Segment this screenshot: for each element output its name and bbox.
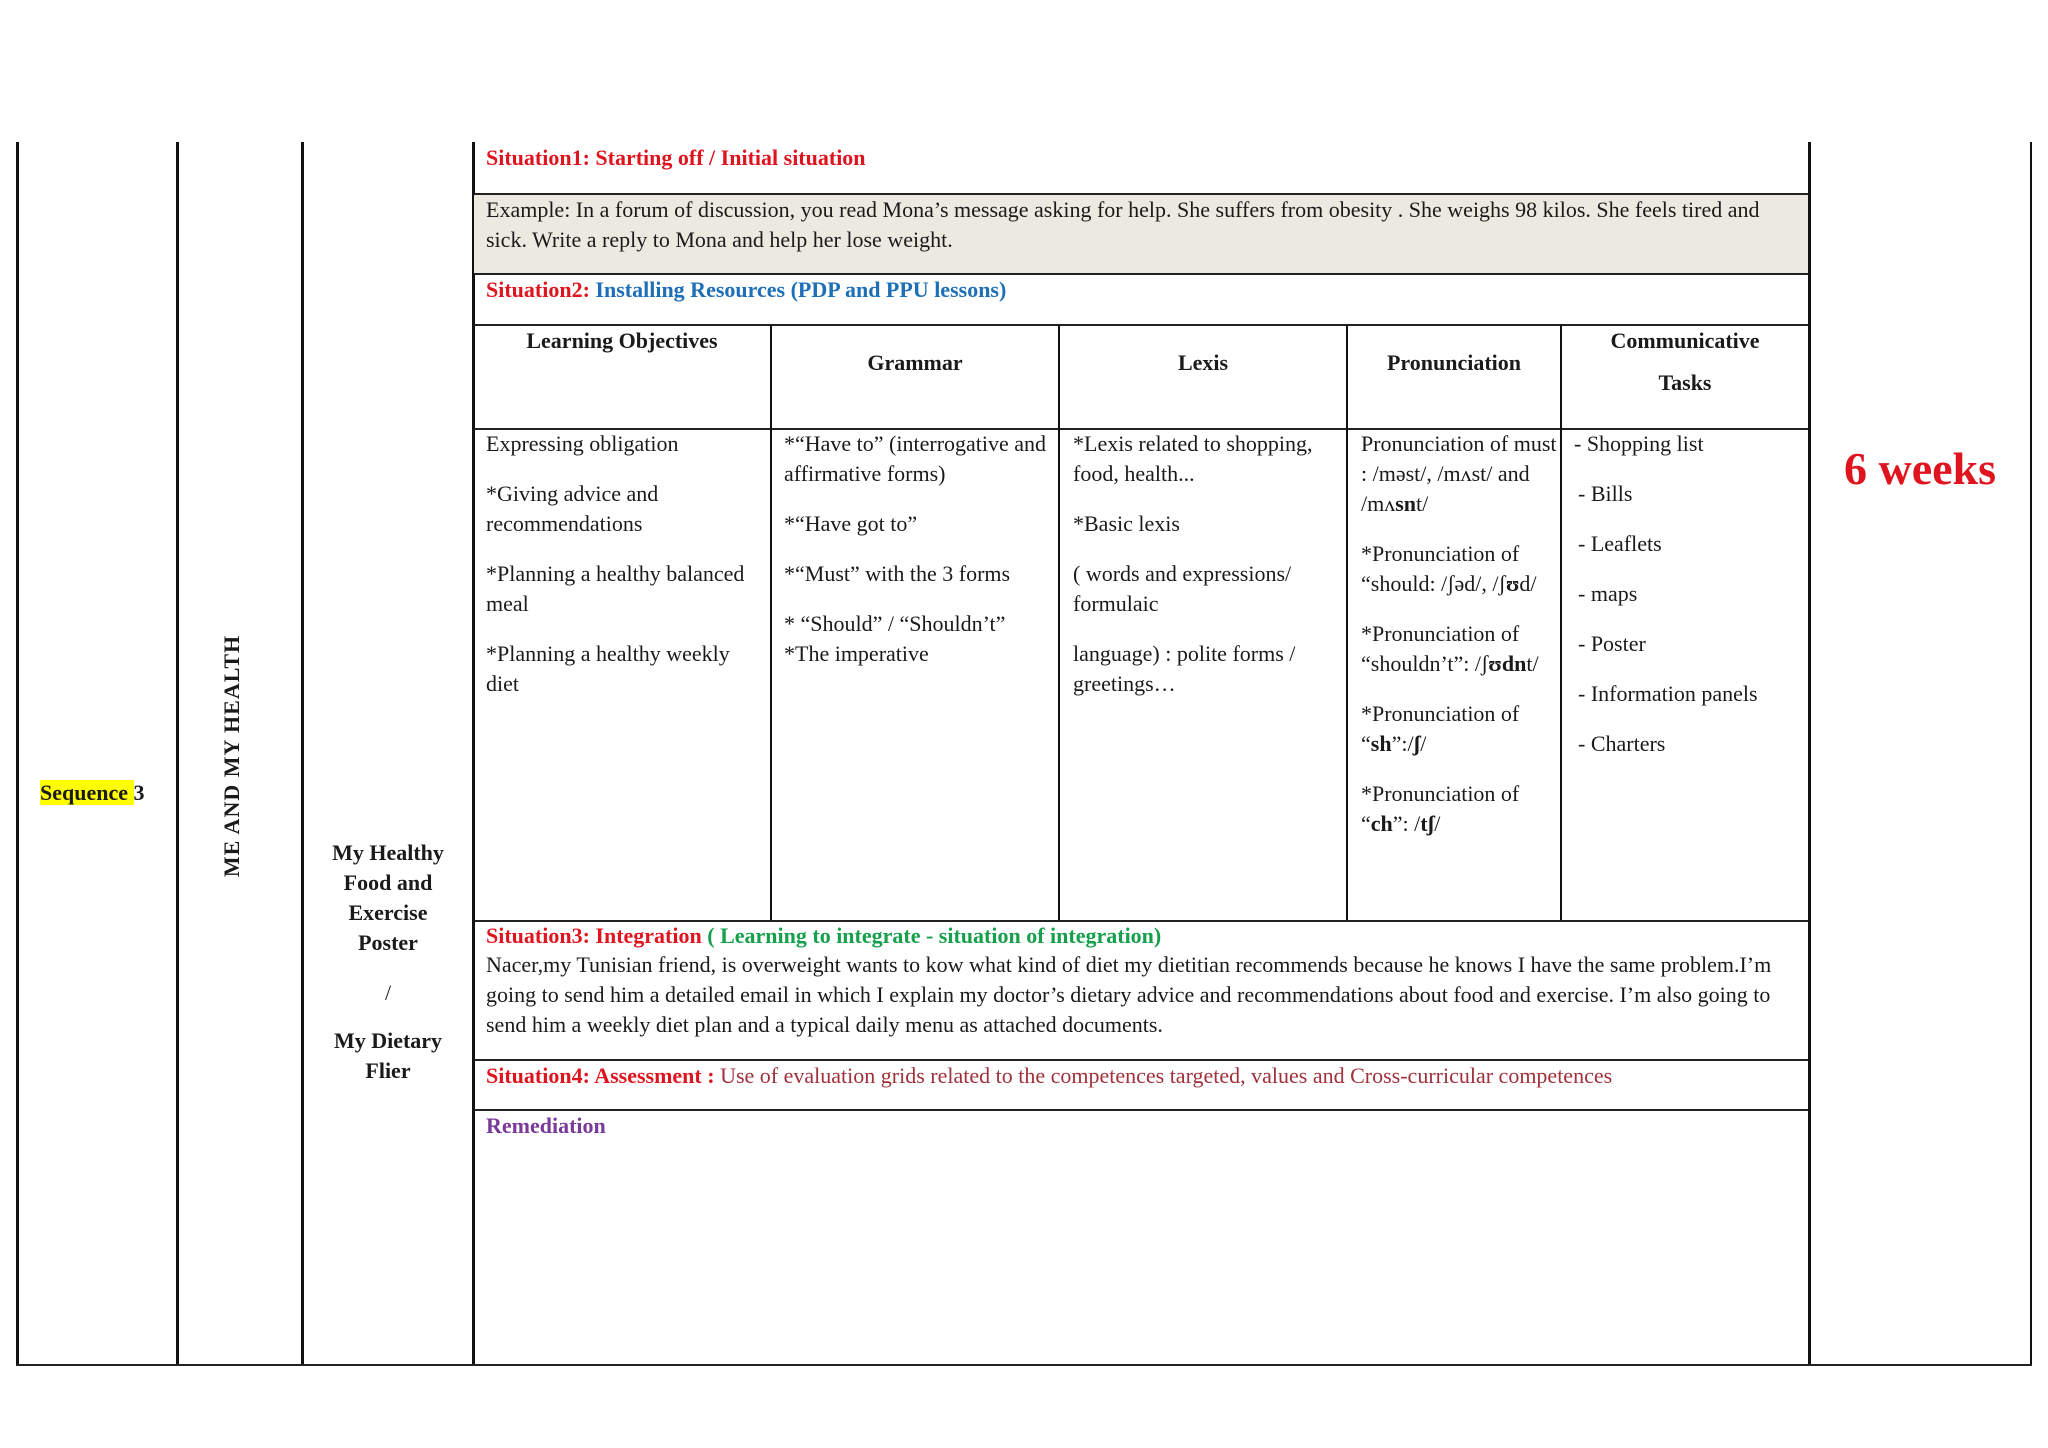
grammar-item: *“Must” with the 3 forms xyxy=(784,561,1011,586)
objectives-cell xyxy=(486,429,768,719)
project-line-3: Exercise xyxy=(348,900,428,925)
lexis-item: *Lexis related to shopping, food, health... xyxy=(1073,431,1313,486)
grammar-item: * “Should” / “Shouldn’t” *The imperative xyxy=(784,611,1006,666)
task-item: - Leaflets xyxy=(1578,531,1662,556)
frame-bottom-line xyxy=(16,1364,2032,1366)
remediation-title: Remediation xyxy=(486,1113,606,1138)
frame-left-line xyxy=(16,142,19,1366)
project-title xyxy=(306,838,470,1086)
pron-text: *Pronunciation of “ xyxy=(1361,701,1520,756)
task-item: - Poster xyxy=(1578,631,1646,656)
table-col-4 xyxy=(1560,325,1562,921)
situation3-subtitle: ( Learning to integrate - situation of integration) xyxy=(701,923,1162,948)
pron-text: *Pronunciation of “should: /ʃəd/, /ʃ xyxy=(1361,541,1520,596)
situation2-label: Situation2: xyxy=(486,277,590,302)
objective-item: *Planning a healthy balanced meal xyxy=(486,561,745,616)
project-separator: / xyxy=(384,980,392,1005)
pron-bold: ʊ xyxy=(1505,571,1520,596)
situation4-text: Use of evaluation grids related to the competences targeted, values and Cross-curricular competences xyxy=(720,1063,1613,1088)
col-divider-1 xyxy=(176,142,179,1366)
task-item: - Information panels xyxy=(1578,681,1758,706)
pron-bold: sn xyxy=(1395,491,1417,516)
header-lexis: Lexis xyxy=(1177,350,1229,375)
task-item: - Shopping list xyxy=(1574,431,1704,456)
situation4-row xyxy=(486,1062,1798,1090)
situation4-label: Situation4: Assessment : xyxy=(486,1063,721,1088)
pronunciation-item xyxy=(1361,699,1557,759)
table-col-1 xyxy=(770,325,772,921)
pron-bold: ʊdn xyxy=(1488,651,1527,676)
pronunciation-item xyxy=(1361,619,1557,679)
header-objectives: Learning Objectives xyxy=(526,328,718,353)
col-divider-2 xyxy=(301,142,304,1366)
situation3-text: Nacer,my Tunisian friend, is overweight wants to kow what kind of diet my dietitian recommends because he knows I have the same problem.I’m going to send him a detailed email in which I explain my doctor’s dietary advice and recommendations about food and exercise. I’m also going to send him a weekly diet plan and a typical daily menu as attached documents. xyxy=(486,952,1772,1037)
pron-text: t/ xyxy=(1526,651,1539,676)
header-tasks-line1: Communicative xyxy=(1610,328,1760,353)
situation1-example xyxy=(474,195,1808,274)
objective-item: *Planning a healthy weekly diet xyxy=(486,641,730,696)
unit-title: ME AND MY HEALTH xyxy=(219,634,244,878)
pron-text: t/ xyxy=(1416,491,1429,516)
objective-item: *Giving advice and recommendations xyxy=(486,481,659,536)
lexis-item: language) : polite forms / greetings… xyxy=(1073,641,1296,696)
pron-bold: sh xyxy=(1370,731,1392,756)
pron-bold: ʃ xyxy=(1413,731,1421,756)
grammar-cell xyxy=(784,429,1054,689)
tasks-cell xyxy=(1574,429,1804,779)
pron-text: d/ xyxy=(1519,571,1537,596)
pronunciation-item xyxy=(1361,539,1557,599)
grammar-item: *“Have to” (interrogative and affirmative forms) xyxy=(784,431,1047,486)
pron-text: *Pronunciation of “shouldn’t”: /ʃ xyxy=(1361,621,1520,676)
task-item: - Bills xyxy=(1578,481,1633,506)
sequence-number: 3 xyxy=(133,780,145,805)
table-col-3 xyxy=(1346,325,1348,921)
pron-text: ”: / xyxy=(1392,811,1421,836)
pron-text: Pronunciation of must : /məst/, /mʌst/ and /mʌ xyxy=(1361,431,1557,516)
grammar-item: *“Have got to” xyxy=(784,511,918,536)
pron-bold: ch xyxy=(1370,811,1393,836)
lexis-cell xyxy=(1073,429,1345,719)
sequence-cell xyxy=(40,778,170,808)
header-tasks xyxy=(1562,320,1808,404)
task-item: - maps xyxy=(1578,581,1638,606)
divider-s3 xyxy=(474,1059,1808,1061)
divider-s4 xyxy=(474,1109,1808,1111)
pron-text: *Pronunciation of “ xyxy=(1361,781,1520,836)
header-tasks-line2: Tasks xyxy=(1658,370,1712,395)
task-item: - Charters xyxy=(1578,731,1666,756)
objective-item: Expressing obligation xyxy=(486,431,679,456)
situation2-subtitle: Installing Resources (PDP and PPU lessons) xyxy=(589,277,1007,302)
sequence-label: Sequence xyxy=(40,780,134,805)
lexis-item: ( words and expressions/ formulaic xyxy=(1073,561,1292,616)
situation3-title xyxy=(486,922,1796,950)
header-grammar: Grammar xyxy=(867,350,963,375)
duration-label: 6 weeks xyxy=(1843,443,1997,494)
table-col-2 xyxy=(1058,325,1060,921)
col-divider-4 xyxy=(1808,142,1811,1366)
header-pronunciation: Pronunciation xyxy=(1386,350,1522,375)
project-line-1: My Healthy xyxy=(332,840,444,865)
situation2-title xyxy=(486,276,1786,304)
project-line-5: My Dietary xyxy=(333,1028,443,1053)
frame-right-line xyxy=(2030,142,2032,1366)
project-line-6: Flier xyxy=(365,1058,411,1083)
project-line-4: Poster xyxy=(358,930,418,955)
pron-text: / xyxy=(1434,811,1441,836)
situation1-title: Situation1: Starting off / Initial situation xyxy=(486,145,866,170)
pron-bold: tʃ xyxy=(1420,811,1435,836)
situation3-label: Situation3: Integration xyxy=(486,923,702,948)
project-line-2: Food and xyxy=(343,870,433,895)
pronunciation-item xyxy=(1361,429,1557,519)
pron-text: ”:/ xyxy=(1391,731,1414,756)
pronunciation-item xyxy=(1361,779,1557,839)
pron-text: / xyxy=(1420,731,1427,756)
divider-example xyxy=(474,273,1808,275)
situation1-example-text: Example: In a forum of discussion, you read Mona’s message asking for help. She suffers from obesity . She weighs 98 kilos. She feels tired and sick. Write a reply to Mona and help her lose weight. xyxy=(486,197,1760,252)
lexis-item: *Basic lexis xyxy=(1073,511,1180,536)
pronunciation-cell xyxy=(1361,429,1557,859)
